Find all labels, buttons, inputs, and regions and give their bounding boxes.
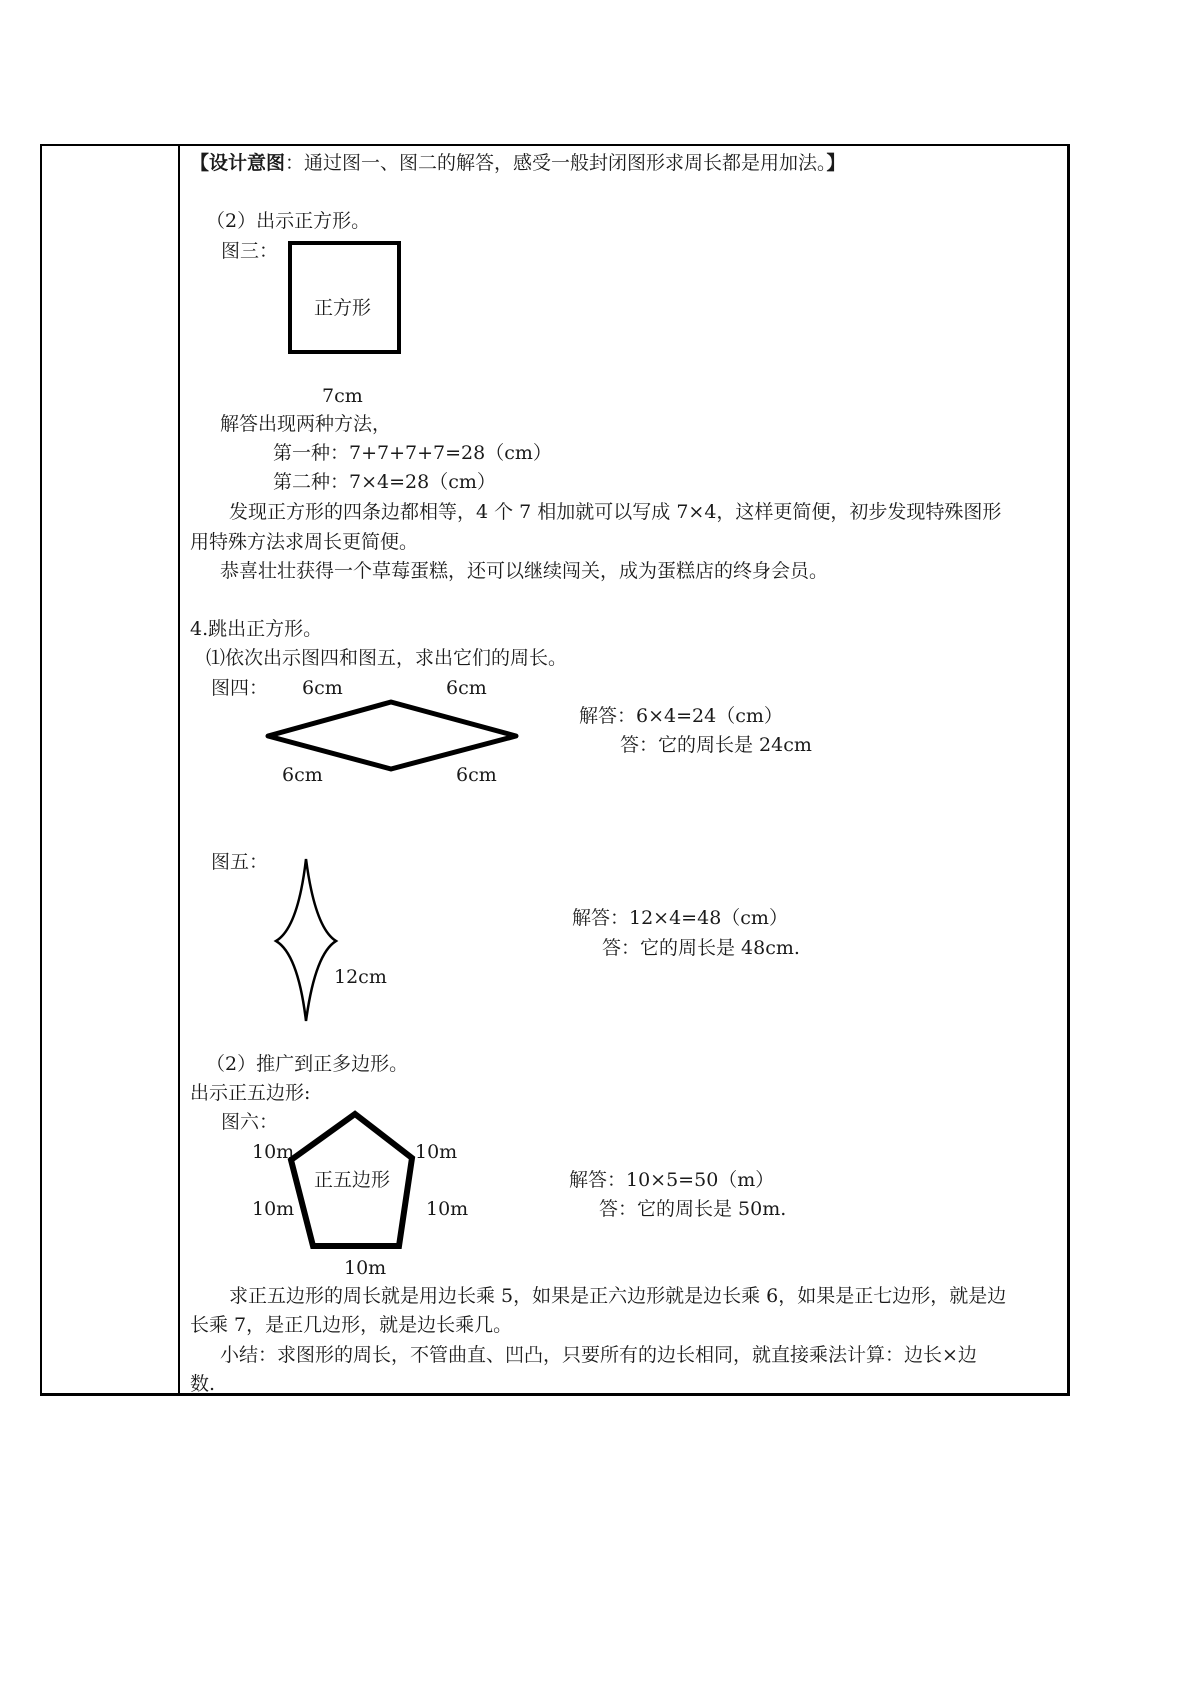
rhombus-side-bottom-left: 6cm: [282, 764, 323, 786]
explain-line-1: 求正五边形的周长就是用边长乘 5，如果是正六边形就是边长乘 6，如果是正七边形，就是边: [229, 1285, 1007, 1307]
finding-line-2: 用特殊方法求周长更简便。: [190, 531, 419, 553]
summary-line-1: 小结：求图形的周长，不管曲直、凹凸，只要所有的边长相同，就直接乘法计算：边长×边: [220, 1344, 977, 1366]
bracket-close: 】: [826, 152, 846, 174]
rhombus-side-bottom-right: 6cm: [456, 764, 497, 786]
step4-sub2: （2）推广到正多边形。: [206, 1053, 409, 1075]
square-heading: （2）出示正方形。: [206, 210, 371, 232]
figure-4-answer: 解答：6×4=24（cm）: [579, 705, 783, 727]
methods-intro: 解答出现两种方法，: [220, 413, 392, 435]
figure-6-conclusion: 答：它的周长是 50m.: [599, 1198, 787, 1220]
pentagon-side-bottom-right: 10m: [426, 1198, 469, 1220]
figure-5-conclusion: 答：它的周长是 48cm.: [602, 937, 800, 959]
star-side-label: 12cm: [334, 966, 387, 988]
summary-line-2: 数.: [190, 1373, 216, 1395]
figure-3-label: 图三：: [221, 240, 279, 262]
step4-heading: 4.跳出正方形。: [190, 618, 323, 640]
explain-line-2: 长乘 7，是正几边形，就是边长乘几。: [190, 1314, 513, 1336]
pentagon-figure: [291, 1114, 412, 1246]
congrats-text: 恭喜壮壮获得一个草莓蛋糕，还可以继续闯关，成为蛋糕店的终身会员。: [220, 560, 829, 582]
finding-line-1: 发现正方形的四条边都相等，4 个 7 相加就可以写成 7×4，这样更简便，初步发现特殊图形: [229, 501, 1002, 523]
design-intent-label: 设计意图: [209, 152, 286, 174]
rhombus-figure: [268, 702, 516, 769]
figure-6-answer: 解答：10×5=50（m）: [569, 1169, 775, 1191]
pentagon-side-bottom: 10m: [344, 1257, 387, 1279]
concave-star-figure: [276, 859, 336, 1021]
step4-sub1: ⑴依次出示图四和图五，求出它们的周长。: [206, 647, 568, 669]
figure-4-label: 图四：: [211, 677, 269, 699]
rhombus-side-top-right: 6cm: [446, 677, 487, 699]
method-2: 第二种：7×4=28（cm）: [273, 471, 496, 493]
pentagon-shape-name: 正五边形: [314, 1169, 391, 1191]
square-shape-name: 正方形: [314, 297, 372, 319]
pentagon-side-bottom-left: 10m: [252, 1198, 295, 1220]
square-figure: [290, 243, 399, 352]
pentagon-side-top-right: 10m: [415, 1141, 458, 1163]
figure-4-conclusion: 答：它的周长是 24cm: [620, 734, 812, 756]
figure-5-answer: 解答：12×4=48（cm）: [572, 907, 788, 929]
pentagon-side-top-left: 10m: [252, 1141, 295, 1163]
square-side-label: 7cm: [322, 385, 363, 407]
method-1: 第一种：7+7+7+7=28（cm）: [273, 442, 552, 464]
bracket-open: 【: [190, 152, 210, 174]
figure-5-label: 图五：: [211, 851, 269, 873]
figure-6-label: 图六：: [221, 1111, 279, 1133]
rhombus-side-top-left: 6cm: [302, 677, 343, 699]
show-pentagon: 出示正五边形:: [190, 1082, 311, 1104]
design-intent-text: ：通过图一、图二的解答，感受一般封闭图形求周长都是用加法。: [285, 152, 827, 174]
